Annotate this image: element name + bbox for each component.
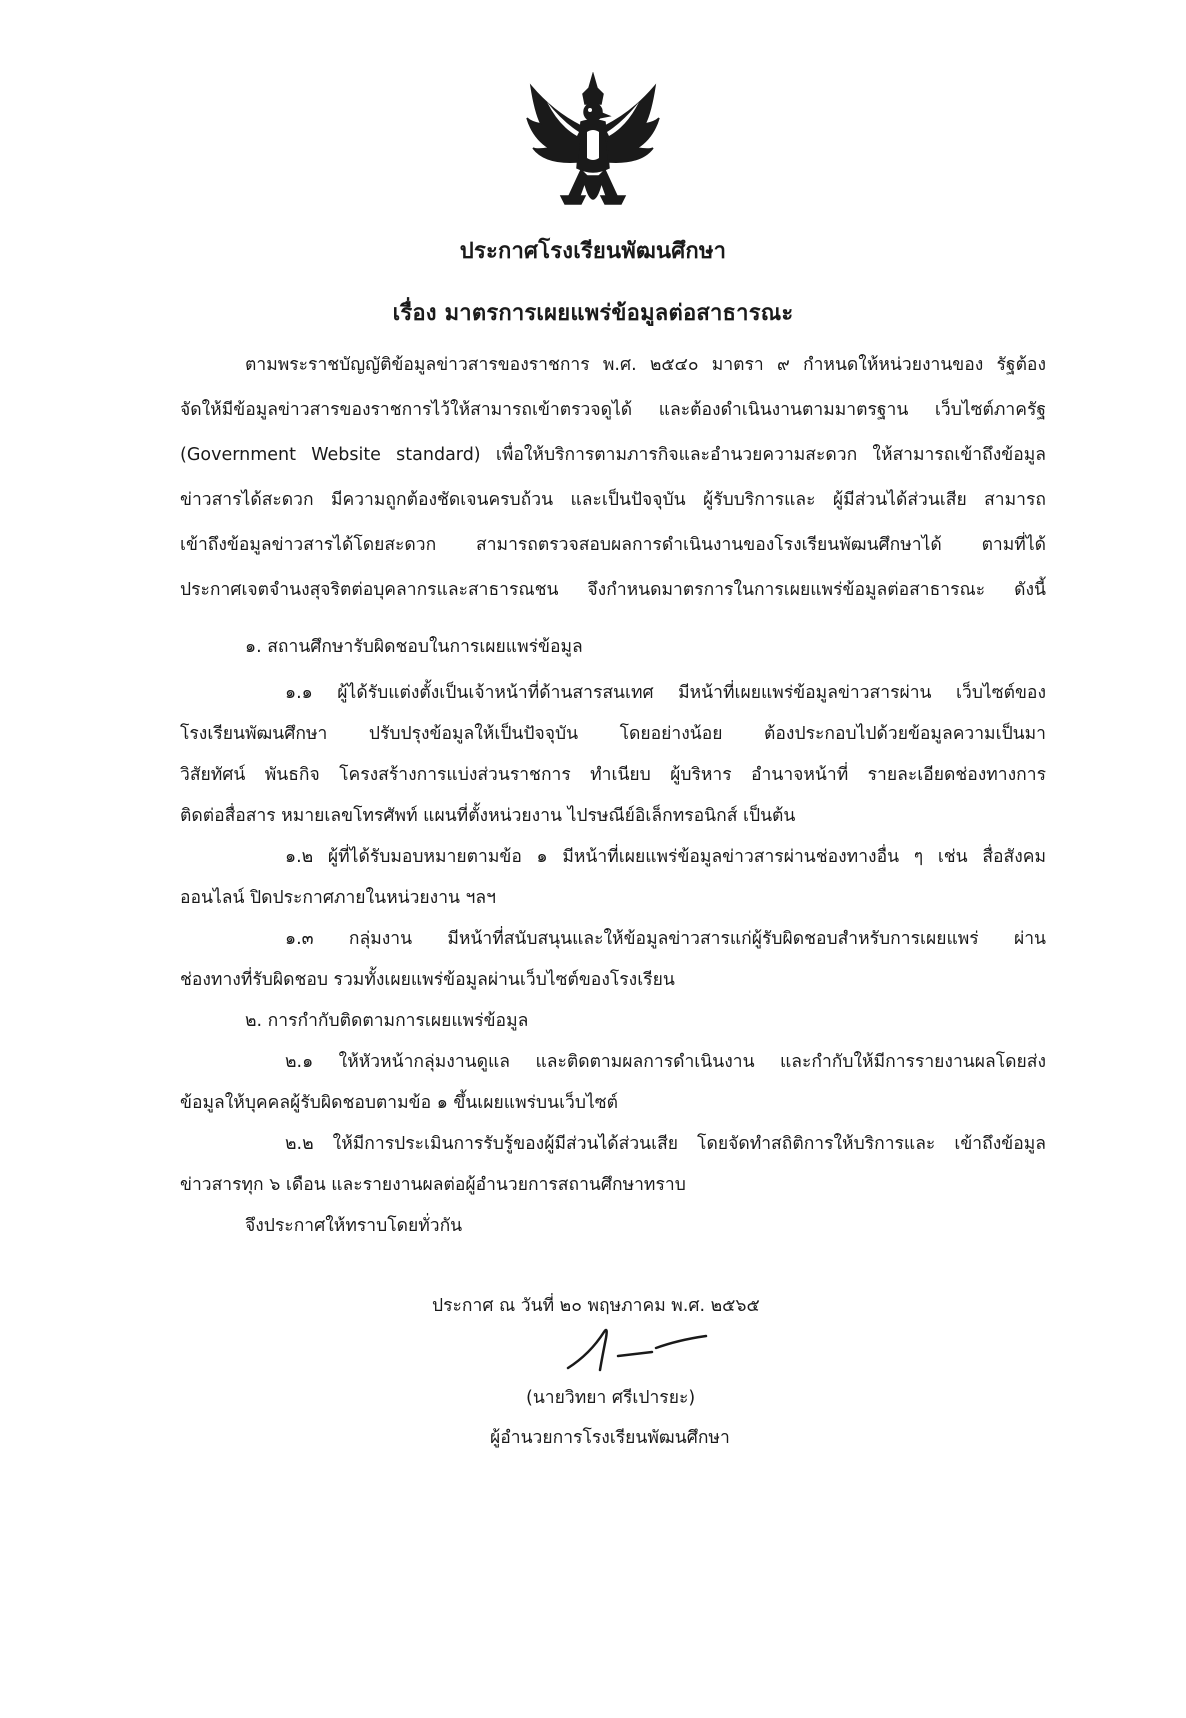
announcement-subject: เรื่อง มาตรการเผยแพร่ข้อมูลต่อสาธารณะ bbox=[392, 301, 794, 326]
item-2-2-line: ข่าวสารทุก ๖ เดือน และรายงานผลต่อผู้อำนวยการสถานศึกษาทราบ bbox=[180, 1175, 686, 1195]
handwritten-signature bbox=[560, 1318, 710, 1378]
section-heading-2: ๒. การกำกับติดตามการเผยแพร่ข้อมูล bbox=[245, 1011, 529, 1031]
item-1-2-line: ๑.๒ ผู้ที่ได้รับมอบหมายตามข้อ ๑ มีหน้าที่เผยแพร่ข้อมูลข่าวสารผ่านช่องทางอื่น ๆ เช่น สื่อสังคม bbox=[285, 847, 1046, 867]
item-2-1-line: ข้อมูลให้บุคคลผู้รับผิดชอบตามข้อ ๑ ขึ้นเผยแพร่บนเว็บไซต์ bbox=[180, 1093, 619, 1113]
item-2-2-line: ๒.๒ ให้มีการประเมินการรับรู้ของผู้มีส่วนได้ส่วนเสีย โดยจัดทำสถิติการให้บริการและ เข้าถึงข้อมูล bbox=[285, 1134, 1046, 1154]
intro-line: จัดให้มีข้อมูลข่าวสารของราชการไว้ให้สามารถเข้าตรวจดูได้ และต้องดำเนินงานตามมาตรฐาน เว็บไซต์ภาครัฐ bbox=[180, 400, 1046, 420]
item-1-1-line: ๑.๑ ผู้ได้รับแต่งตั้งเป็นเจ้าหน้าที่ด้านสารสนเทศ มีหน้าที่เผยแพร่ข้อมูลข่าวสารผ่าน เว็บไซต์ของ bbox=[285, 683, 1046, 703]
garuda-emblem-icon bbox=[523, 72, 663, 222]
intro-line: ประกาศเจตจำนงสุจริตต่อบุคลากรและสาธารณชน จึงกำหนดมาตรการในการเผยแพร่ข้อมูลต่อสาธารณะ ดังนี้ bbox=[180, 580, 1046, 600]
intro-line: เข้าถึงข้อมูลข่าวสารได้โดยสะดวก สามารถตรวจสอบผลการดำเนินงานของโรงเรียนพัฒนศึกษาได้ ตามที่ได้ bbox=[180, 535, 1046, 555]
closing-statement: จึงประกาศให้ทราบโดยทั่วกัน bbox=[245, 1216, 463, 1236]
signatory-position: ผู้อำนวยการโรงเรียนพัฒนศึกษา bbox=[490, 1428, 730, 1448]
announcement-title: ประกาศโรงเรียนพัฒนศึกษา bbox=[459, 239, 727, 264]
item-1-2-line: ออนไลน์ ปิดประกาศภายในหน่วยงาน ฯลฯ bbox=[180, 888, 496, 908]
item-1-1-line: วิสัยทัศน์ พันธกิจ โครงสร้างการแบ่งส่วนราชการ ทำเนียบ ผู้บริหาร อำนาจหน้าที่ รายละเอียดช่องทางการ bbox=[180, 765, 1046, 785]
item-1-3-line: ๑.๓ กลุ่มงาน มีหน้าที่สนับสนุนและให้ข้อมูลข่าวสารแก่ผู้รับผิดชอบสำหรับการเผยแพร่ ผ่าน bbox=[285, 929, 1046, 949]
signatory-name: (นายวิทยา ศรีเปารยะ) bbox=[526, 1388, 696, 1408]
section-heading-1: ๑. สถานศึกษารับผิดชอบในการเผยแพร่ข้อมูล bbox=[245, 637, 583, 657]
item-1-1-line: ติดต่อสื่อสาร หมายเลขโทรศัพท์ แผนที่ตั้งหน่วยงาน ไปรษณีย์อิเล็กทรอนิกส์ เป็นต้น bbox=[180, 806, 796, 826]
intro-line: (Government Website standard) เพื่อให้บริการตามภารกิจและอำนวยความสะดวก ให้สามารถเข้าถึงข้อมูล bbox=[180, 445, 1046, 465]
item-1-3-line: ช่องทางที่รับผิดชอบ รวมทั้งเผยแพร่ข้อมูลผ่านเว็บไซต์ของโรงเรียน bbox=[180, 970, 675, 990]
intro-line: ตามพระราชบัญญัติข้อมูลข่าวสารของราชการ พ.ศ. ๒๕๔๐ มาตรา ๙ กำหนดให้หน่วยงานของ รัฐต้อง bbox=[245, 355, 1046, 375]
item-2-1-line: ๒.๑ ให้หัวหน้ากลุ่มงานดูแล และติดตามผลการดำเนินงาน และกำกับให้มีการรายงานผลโดยส่ง bbox=[285, 1052, 1046, 1072]
intro-line: ข่าวสารได้สะดวก มีความถูกต้องชัดเจนครบถ้วน และเป็นปัจจุบัน ผู้รับบริการและ ผู้มีส่วนได้ส่วนเสีย สามารถ bbox=[180, 490, 1046, 510]
item-1-1-line: โรงเรียนพัฒนศึกษา ปรับปรุงข้อมูลให้เป็นปัจจุบัน โดยอย่างน้อย ต้องประกอบไปด้วยข้อมูลความเป็นมา bbox=[180, 724, 1046, 744]
announcement-date: ประกาศ ณ วันที่ ๒๐ พฤษภาคม พ.ศ. ๒๕๖๕ bbox=[432, 1296, 760, 1316]
